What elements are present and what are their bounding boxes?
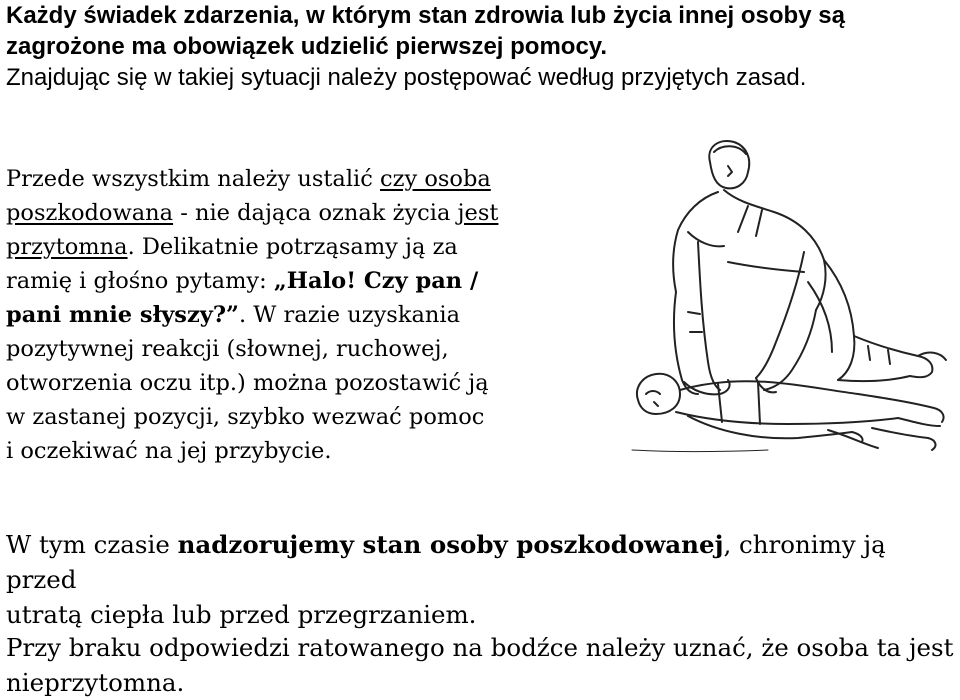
block-text: . W razie uzyskania (238, 302, 460, 328)
block-line-3 (6, 230, 626, 264)
block-text: Przede wszystkim należy ustalić (6, 166, 380, 192)
first-aid-illustration (628, 132, 954, 462)
monitoring-paragraph (6, 527, 956, 632)
para2-text: , chronimy ją przed (6, 530, 886, 594)
block-line-6: pozytywnej reakcji (słownej, ruchowej, (6, 336, 449, 362)
para2-line-2: utratą ciepła lub przed przegrzaniem. (6, 600, 477, 629)
intro-paragraph (6, 0, 956, 93)
unconscious-paragraph (6, 630, 956, 700)
block-line-4 (6, 264, 626, 298)
para2-bold-text: nadzorujemy stan osoby poszkodowanej (177, 530, 724, 559)
underlined-text: przytomna (6, 234, 128, 260)
underlined-text: poszkodowana (6, 200, 174, 226)
block-line-1 (6, 162, 626, 196)
block-text: . Delikatnie potrząsamy ją za (127, 234, 458, 260)
block-line-8: w zastanej pozycji, szybko wezwać pomoc (6, 404, 485, 430)
block-text: - nie dająca oznak życia (173, 200, 458, 226)
intro-line-3: Znajdując się w takiej sytuacji należy postępować według przyjętych zasad. (6, 64, 807, 91)
bold-question: „Halo! Czy pan / (273, 268, 479, 294)
bold-question: pani mnie słyszy?” (6, 302, 239, 328)
block-line-5 (6, 298, 626, 332)
para3-line-1: Przy braku odpowiedzi ratowanego na bodźce należy uznać, że osoba ta jest (6, 633, 954, 662)
underlined-text: jest (457, 200, 499, 226)
block-line-2 (6, 196, 626, 230)
consciousness-check-paragraph (6, 162, 626, 468)
para2-line-1 (6, 527, 956, 597)
block-line-7: otworzenia oczu itp.) można pozostawić ją (6, 370, 489, 396)
intro-line-1: Każdy świadek zdarzenia, w którym stan zdrowia lub życia innej osoby są (6, 2, 845, 29)
block-text: ramię i głośno pytamy: (6, 268, 274, 294)
underlined-text: czy osoba (380, 166, 491, 192)
victim-figure (637, 374, 944, 450)
intro-line-2: zagrożone ma obowiązek udzielić pierwszej pomocy. (6, 33, 608, 60)
para2-text: W tym czasie (6, 530, 178, 559)
block-line-9: i oczekiwać na jej przybycie. (6, 438, 332, 464)
para3-line-2: nieprzytomna. (6, 668, 185, 697)
rescuer-figure (673, 141, 946, 394)
